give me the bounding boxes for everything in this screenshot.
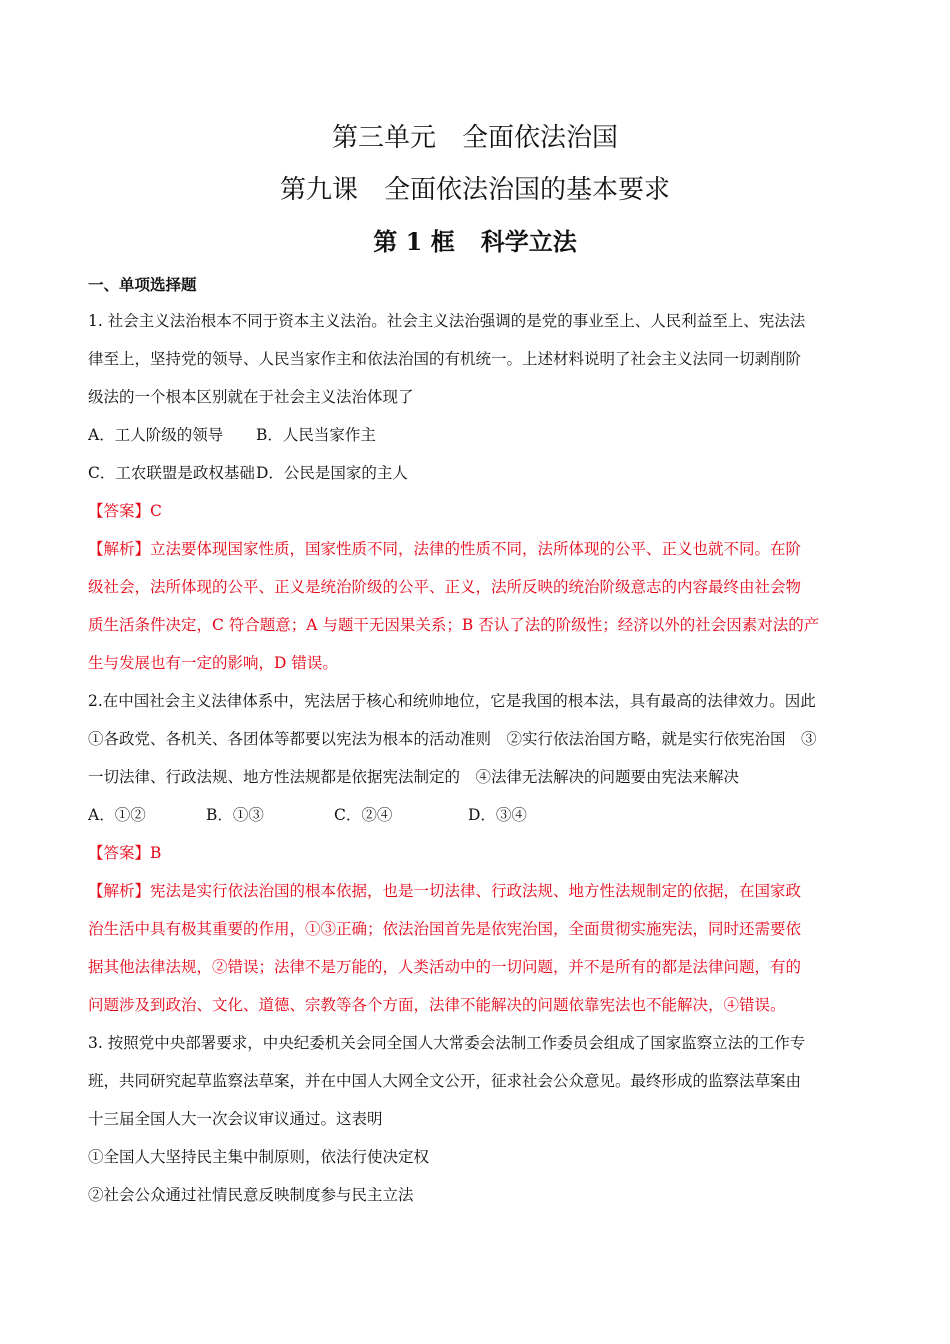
option-c: C．②④	[334, 806, 393, 824]
lesson-number: 第九课	[279, 175, 358, 205]
frame-name: 科学立法	[480, 227, 577, 256]
option-b: B．人民当家作主	[256, 426, 376, 444]
question-3	[88, 1024, 864, 1214]
question-stem-line: 3. 按照党中央部署要求，中央纪委机关会同全国人大常委会法制工作委员会组成了国家监察立法的工作专	[88, 1034, 806, 1052]
unit-name: 全面依法治国	[462, 123, 619, 153]
analysis-line: 治生活中具有极其重要的作用，①③正确；依法治国首先是依宪治国，全面贯彻实施宪法，同时还需要依	[88, 920, 802, 938]
frame-title	[0, 224, 950, 260]
question-stem-line: 1. 社会主义法治根本不同于资本主义法治。社会主义法治强调的是党的事业至上、人民利益至上、宪法法	[88, 312, 806, 330]
statement-line: ①全国人大坚持民主集中制原则，依法行使决定权	[88, 1148, 430, 1166]
statement-line: ②社会公众通过社情民意反映制度参与民主立法	[88, 1186, 414, 1204]
question-2	[88, 682, 864, 1024]
analysis-line: 质生活条件决定，C 符合题意；A 与题干无因果关系；B 否认了法的阶级性；经济以外的社会因素对法的产	[88, 616, 820, 634]
frame-number: 第 1 框	[373, 227, 455, 256]
analysis-line: 问题涉及到政治、文化、道德、宗教等各个方面，法律不能解决的问题依靠宪法也不能解决，④错误。	[88, 996, 786, 1014]
option-a: A．工人阶级的领导	[88, 426, 224, 444]
question-stem-line: 十三届全国人大一次会议审议通过。这表明	[88, 1110, 383, 1128]
question-1	[88, 302, 864, 682]
analysis-line: 据其他法律法规，②错误；法律不是万能的，人类活动中的一切问题，并不是所有的都是法律问题，有的	[88, 958, 802, 976]
options-row	[88, 796, 864, 834]
analysis-line: 生与发展也有一定的影响，D 错误。	[88, 654, 338, 672]
question-stem-line: ①各政党、各机关、各团体等都要以宪法为根本的活动准则 ②实行依法治国方略，就是实行依宪治国 ③	[88, 730, 817, 748]
question-stem-line: 律至上，坚持党的领导、人民当家作主和依法治国的有机统一。上述材料说明了社会主义法同一切剥削阶	[88, 350, 802, 368]
option-d: D．公民是国家的主人	[256, 464, 408, 482]
option-d: D．③④	[468, 806, 527, 824]
unit-number: 第三单元	[331, 123, 436, 153]
options-row	[88, 454, 864, 492]
question-stem-line: 2.在中国社会主义法律体系中，宪法居于核心和统帅地位，它是我国的根本法，具有最高的法律效力。因此	[88, 692, 816, 710]
options-row	[88, 416, 864, 454]
analysis-line: 级社会，法所体现的公平、正义是统治阶级的公平、正义，法所反映的统治阶级意志的内容最终由社会物	[88, 578, 802, 596]
question-stem-line: 级法的一个根本区别就在于社会主义法治体现了	[88, 388, 414, 406]
answer-line: 【答案】B	[88, 844, 162, 862]
option-a: A．①②	[88, 806, 146, 824]
analysis-line: 【解析】立法要体现国家性质，国家性质不同，法律的性质不同，法所体现的公平、正义也就不同。在阶	[88, 540, 802, 558]
option-c: C．工农联盟是政权基础	[88, 464, 255, 482]
question-stem-line: 一切法律、行政法规、地方性法规都是依据宪法制定的 ④法律无法解决的问题要由宪法来解决	[88, 768, 740, 786]
section-heading: 一、单项选择题	[88, 276, 197, 294]
unit-title	[0, 120, 950, 156]
answer-line: 【答案】C	[88, 502, 162, 520]
analysis-line: 【解析】宪法是实行依法治国的根本依据，也是一切法律、行政法规、地方性法规制定的依据，在国家政	[88, 882, 802, 900]
question-stem-line: 班，共同研究起草监察法草案，并在中国人大网全文公开，征求社会公众意见。最终形成的监察法草案由	[88, 1072, 802, 1090]
lesson-name: 全面依法治国的基本要求	[384, 175, 671, 205]
option-b: B．①③	[206, 806, 264, 824]
lesson-title	[0, 172, 950, 208]
question-content	[88, 268, 864, 1214]
